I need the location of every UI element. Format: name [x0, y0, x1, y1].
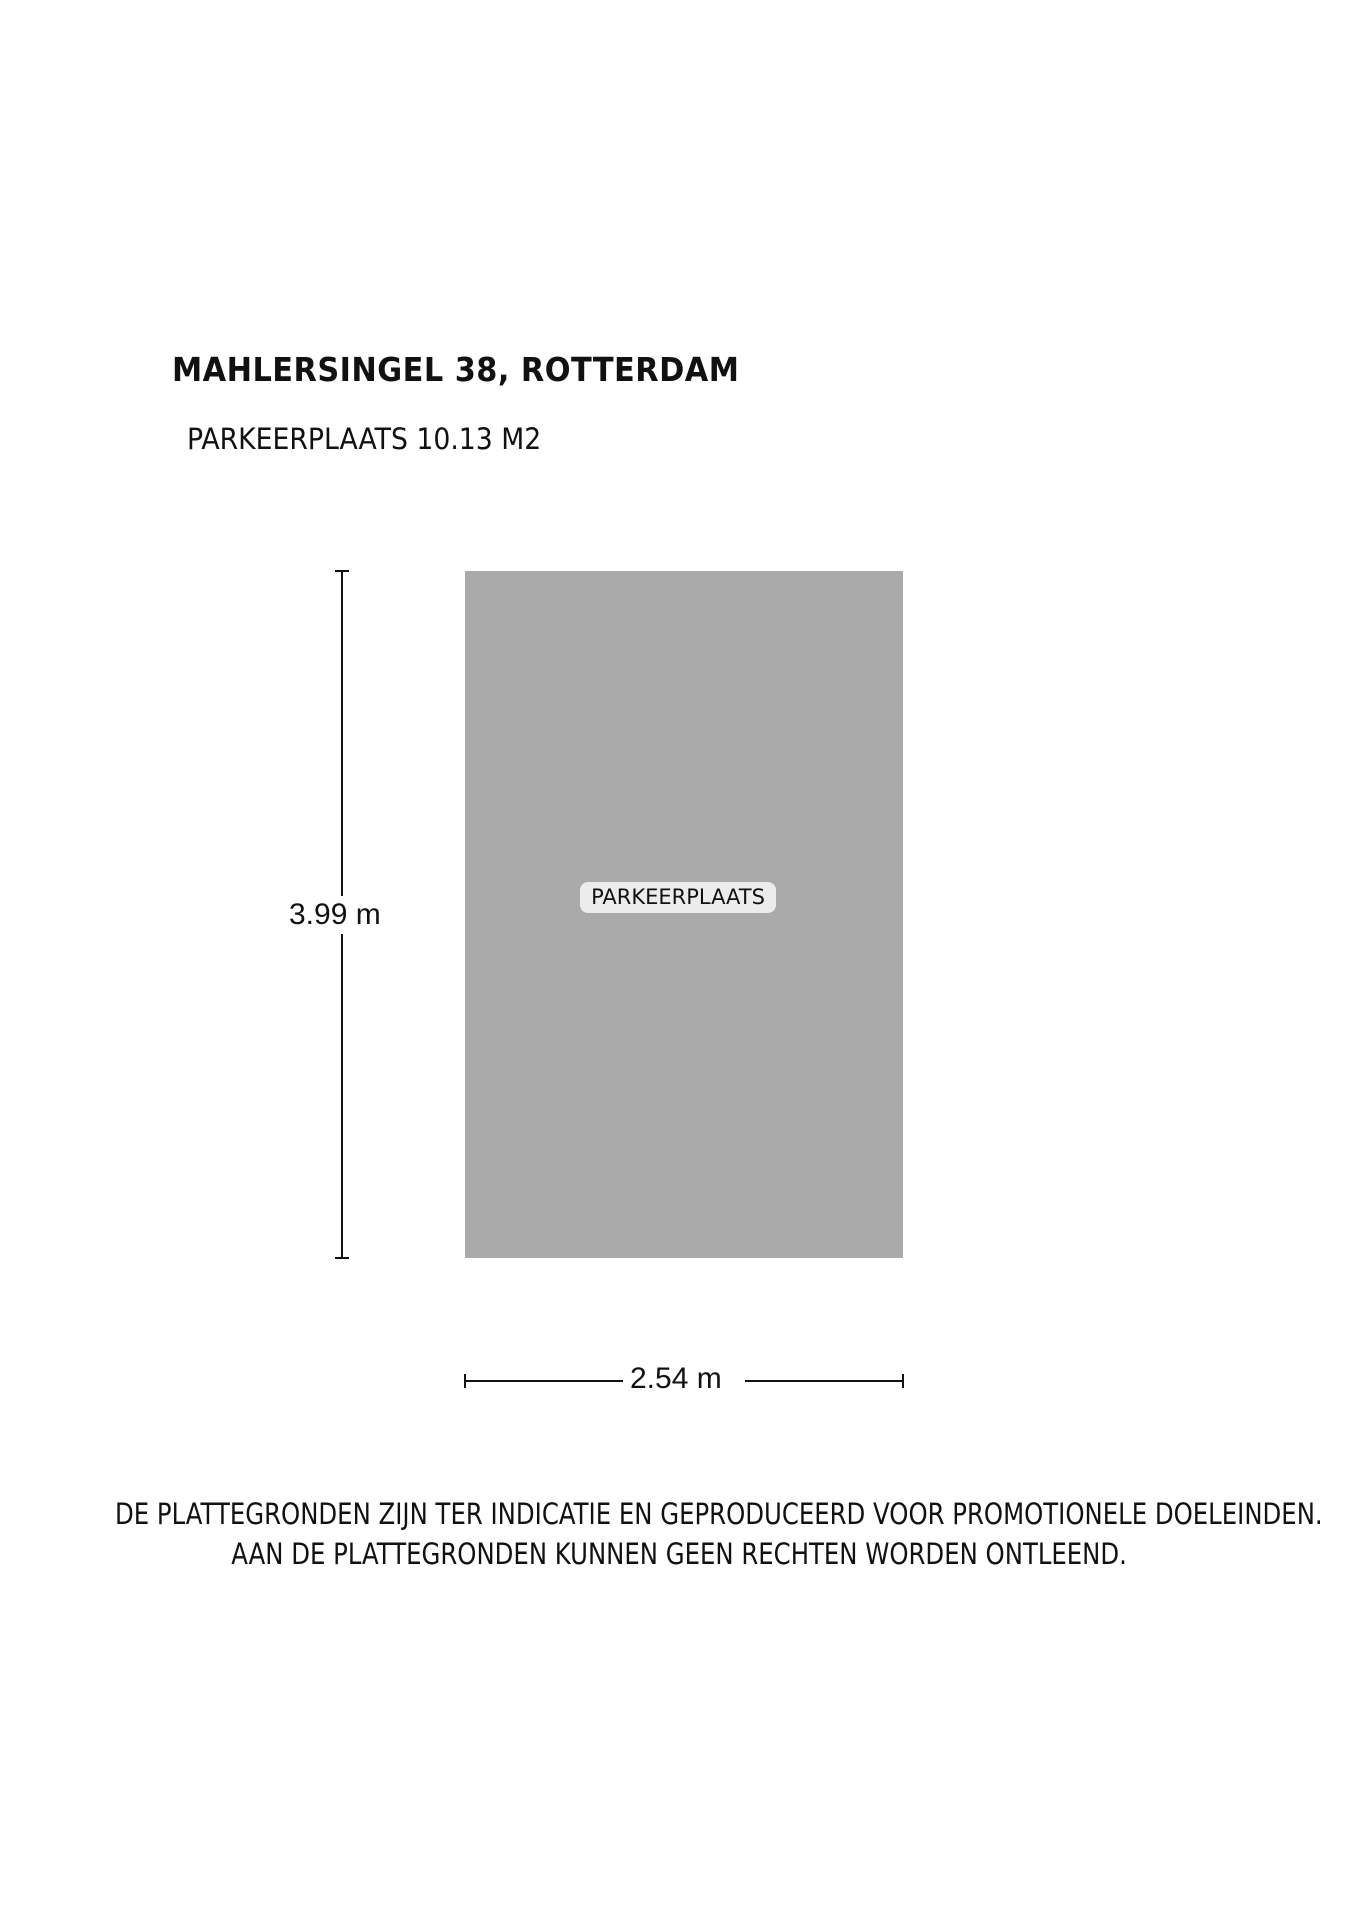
- width-dimension-label: 2.54 m: [630, 1362, 722, 1395]
- disclaimer-text-1: DE PLATTEGRONDEN ZIJN TER INDICATIE EN GEPRODUCEERD VOOR PROMOTIONELE DOELEINDEN.: [115, 1497, 1323, 1531]
- height-dimension-tick-top: [335, 570, 349, 572]
- width-dimension-line-left: [465, 1380, 623, 1382]
- disclaimer-text-2: AAN DE PLATTEGRONDEN KUNNEN GEEN RECHTEN WORDEN ONTLEEND.: [231, 1537, 1127, 1571]
- disclaimer-line-2: [0, 1537, 1358, 1571]
- width-dimension-line-right: [745, 1380, 903, 1382]
- area-summary: PARKEERPLAATS 10.13 M2: [187, 422, 542, 456]
- width-dimension-tick-left: [464, 1374, 466, 1388]
- width-dimension-tick-right: [902, 1374, 904, 1388]
- height-dimension-label: 3.99 m: [286, 896, 384, 934]
- room-parkeerplaats: [465, 571, 903, 1258]
- address-title: MAHLERSINGEL 38, ROTTERDAM: [172, 350, 740, 389]
- room-label: PARKEERPLAATS: [580, 882, 776, 913]
- disclaimer-line-1: [0, 1497, 1358, 1531]
- height-dimension-tick-bottom: [335, 1257, 349, 1259]
